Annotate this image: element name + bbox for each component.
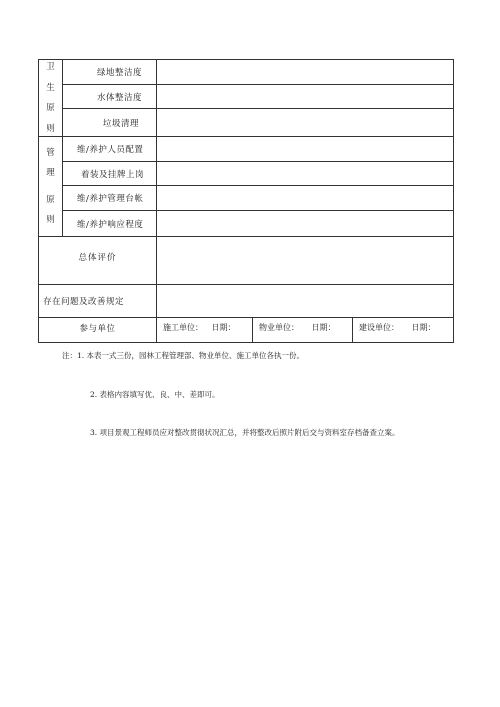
category-char: 则	[46, 215, 55, 225]
note-2: 2. 表格内容填写优、良、中、差即可。	[90, 390, 220, 399]
table-row	[39, 285, 454, 318]
construction-signature-cell[interactable]	[157, 318, 253, 343]
item-label-uniform-badge: 着装及挂牌上岗	[63, 162, 157, 186]
table-row	[39, 237, 454, 285]
category-management	[39, 137, 63, 237]
property-unit-label: 物业单位：	[259, 323, 299, 332]
evaluation-cell[interactable]	[157, 137, 454, 162]
evaluation-cell[interactable]	[157, 85, 454, 109]
table-row	[39, 186, 454, 211]
table-row	[39, 60, 454, 85]
item-label-staffing: 维/养护人员配置	[63, 137, 157, 162]
item-label-green-cleanliness: 绿地整洁度	[63, 60, 157, 85]
category-char: 理	[46, 168, 55, 178]
note-1: 注：1. 本表一式三份，园林工程管理部、物业单位、施工单位各执一份。	[62, 351, 305, 360]
table-row	[39, 162, 454, 186]
item-label-garbage-cleanup: 垃圾清理	[63, 109, 157, 137]
table-row	[39, 109, 454, 137]
category-char: 卫	[46, 62, 55, 72]
category-char: 原	[46, 103, 55, 113]
inspection-form-table	[38, 59, 454, 343]
issues-cell[interactable]	[157, 285, 454, 318]
category-hygiene	[39, 60, 63, 137]
builder-signature-cell[interactable]	[353, 318, 454, 343]
construction-date-label: 日期：	[211, 323, 236, 332]
category-char: 管	[46, 147, 55, 158]
summary-cell[interactable]	[157, 237, 454, 285]
issues-label: 存在问题及改善规定	[39, 285, 157, 318]
evaluation-cell[interactable]	[157, 109, 454, 137]
builder-unit-label: 建设单位：	[359, 323, 399, 332]
table-row	[39, 318, 454, 343]
summary-label: 总体评价	[39, 237, 157, 285]
table-row	[39, 211, 454, 237]
table-row	[39, 85, 454, 109]
property-signature-cell[interactable]	[253, 318, 353, 343]
category-char: 原	[46, 194, 55, 205]
category-char: 则	[46, 123, 55, 134]
property-date-label: 日期：	[311, 323, 336, 332]
construction-unit-label: 施工单位：	[163, 323, 203, 332]
builder-date-label: 日期：	[411, 323, 436, 332]
evaluation-cell[interactable]	[157, 186, 454, 211]
note-3: 3. 项目景观工程师员应对整改贯彻状况汇总，并将整改后照片附后交与资料室存档备查立案。	[90, 428, 400, 437]
item-label-water-cleanliness: 水体整洁度	[63, 85, 157, 109]
item-label-response: 维/养护响应程度	[63, 211, 157, 237]
table-row	[39, 137, 454, 162]
evaluation-cell[interactable]	[157, 60, 454, 85]
evaluation-cell[interactable]	[157, 211, 454, 237]
item-label-ledger: 维/养护管理台帐	[63, 186, 157, 211]
parties-label: 参与单位	[39, 318, 157, 343]
category-char: 生	[46, 82, 55, 93]
evaluation-cell[interactable]	[157, 162, 454, 186]
